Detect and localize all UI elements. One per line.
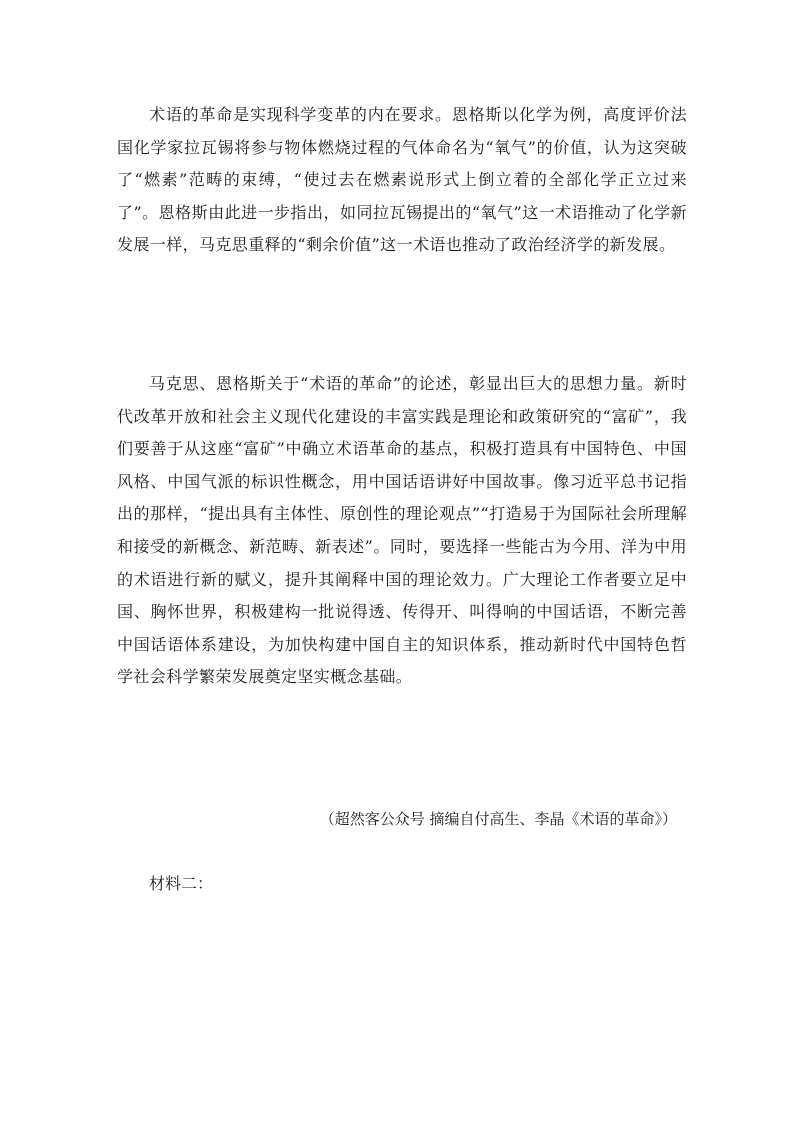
source-citation: （超然客公众号 摘编自付高生、李晶《术语的革命》） — [319, 810, 677, 828]
paragraph-2: 马克思、恩格斯关于“术语的革命”的论述，彰显出巨大的思想力量。新时代改革开放和社会主义现代化建设的丰富实践是理论和政策研究的“富矿”，我们要善于从这座“富矿”中确立术语革命的基点，积极打造具有中国特色、中国风格、中国气派的标识性概念，用中国话语讲好中国故事。像习近平总书记指出的那样，“提出具有主体性、原创性的理论观点”“打造易于为国际社会所理解和接受的新概念、新范畴、新表述”。同时，要选择一些能古为今用、洋为中用的术语进行新的赋义，提升其阐释中国的理论效力。广大理论工作者要立足中国、胸怀世界，积极建构一批说得透、传得开、叫得响的中国话语，不断完善中国话语体系建设，为加快构建中国自主的知识体系，推动新时代中国特色哲学社会科学繁荣发展奠定坚实概念基础。 — [117, 374, 687, 687]
paragraph-1: 术语的革命是实现科学变革的内在要求。恩格斯以化学为例，高度评价法国化学家拉瓦锡将参与物体燃烧过程的气体命名为“氧气”的价值，认为这突破了“燃素”范畴的束缚，“使过去在燃素说形式上倒立着的全部化学正立过来了”。恩格斯由此进一步指出，如同拉瓦锡提出的“氧气”这一术语推动了化学新发展一样，马克思重释的“剩余价值”这一术语也推动了政治经济学的新发展。 — [117, 105, 687, 255]
material-two-label: 材料二： — [149, 874, 214, 893]
